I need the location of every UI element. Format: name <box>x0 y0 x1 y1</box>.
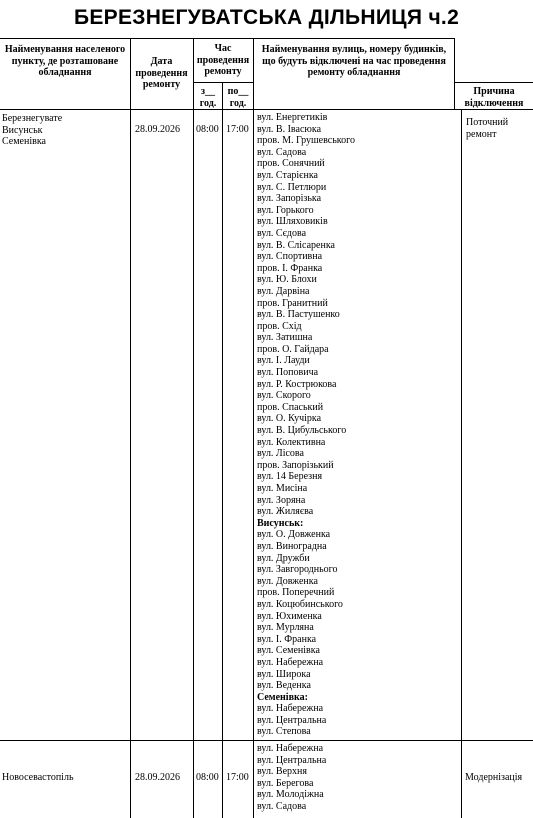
street-item: пров. М. Грушевського <box>257 135 355 147</box>
street-item: вул. Зоряна <box>257 494 306 506</box>
street-item: вул. І. Лауди <box>257 355 310 367</box>
row-1-settlements <box>2 113 128 148</box>
street-item: вул. Садова <box>257 800 307 812</box>
settlement-name: Висунськ <box>2 124 43 136</box>
table-border-top <box>0 38 454 39</box>
street-item: вул. Затишна <box>257 332 313 344</box>
street-item: вул. Сєдова <box>257 227 307 239</box>
reason-header-top <box>454 82 533 83</box>
street-item: пров. Запорізький <box>257 459 334 471</box>
street-item: вул. Широка <box>257 668 311 680</box>
street-item: вул. Завгороднього <box>257 564 338 576</box>
street-item: вул. Центральна <box>257 754 327 766</box>
time-subheader-line <box>193 82 253 83</box>
street-item: вул. С. Петлюри <box>257 181 327 193</box>
row-separator-line <box>0 740 533 741</box>
col-line-4 <box>253 38 254 818</box>
street-item: вул. 14 Березня <box>257 471 323 483</box>
street-item: вул. Семенівка <box>257 645 320 657</box>
col-line-1 <box>130 38 131 818</box>
street-item: вул. Молодіжна <box>257 789 324 801</box>
street-item: вул. Набережна <box>257 743 324 754</box>
row-1-time-from: 08:00 <box>196 124 219 135</box>
street-group-heading: Семенівка: <box>257 691 308 703</box>
street-item: вул. Довженка <box>257 575 318 587</box>
street-item: вул. І. Франка <box>257 633 317 645</box>
street-item: вул. Верхня <box>257 766 307 778</box>
street-item: вул. Поповича <box>257 367 319 379</box>
street-item: вул. Степова <box>257 726 311 738</box>
row-2-reason: Модернізація <box>465 772 523 783</box>
header-date: Дата проведення ремонту <box>135 56 188 91</box>
street-item: пров. І. Франка <box>257 262 323 274</box>
street-item: вул. Берегова <box>257 777 314 789</box>
street-item: вул. Жиляєва <box>257 506 314 518</box>
row-2-settlements <box>2 772 128 784</box>
header-time: Час проведення ремонту <box>196 43 250 78</box>
street-item: вул. Ю. Блохи <box>257 274 317 286</box>
row-1-streets <box>257 112 453 738</box>
street-item: вул. Р. Кострюкова <box>257 378 337 390</box>
street-item: вул. Дарвіна <box>257 285 310 297</box>
street-item: пров. Сонячний <box>257 158 325 170</box>
row-2-time-from: 08:00 <box>196 772 219 783</box>
header-streets: Найменування вулиць, номеру будинків, що будуть відключені на час проведення ремонту обладнання <box>261 44 447 79</box>
col-line-3 <box>222 82 223 818</box>
street-item: вул. Горького <box>257 204 314 216</box>
row-1-date: 28.09.2026 <box>135 124 180 135</box>
street-item: вул. Садова <box>257 146 307 158</box>
row-1-time-to: 17:00 <box>226 124 249 135</box>
street-item: пров. Поперечний <box>257 587 335 599</box>
street-item: пров. Схід <box>257 320 302 332</box>
header-reason: Причина відключення <box>464 86 524 109</box>
street-item: пров. Гранитний <box>257 297 328 309</box>
header-time-from: з__ год. <box>199 86 217 109</box>
street-item: вул. Шляховиків <box>257 216 328 228</box>
col-line-2 <box>193 38 194 818</box>
street-item: вул. Веденка <box>257 680 311 692</box>
street-item: вул. Старієнка <box>257 169 318 181</box>
row-2-time-to: 17:00 <box>226 772 249 783</box>
street-item: вул. В. Пастушенко <box>257 309 340 321</box>
street-item: вул. Набережна <box>257 703 324 715</box>
street-item: вул. О. Кучірка <box>257 413 322 425</box>
outage-table <box>0 38 533 818</box>
header-settlement: Найменування населеного пункту, де розташоване обладнання <box>4 44 126 79</box>
street-item: пров. О. Гайдара <box>257 343 329 355</box>
street-item: вул. Лісова <box>257 448 304 460</box>
street-item: вул. Мисіна <box>257 483 308 494</box>
street-item: вул. Запорізька <box>257 193 322 205</box>
street-item: вул. Набережна <box>257 656 324 668</box>
street-item: вул. Енергетиків <box>257 112 328 123</box>
street-item: вул. Дружби <box>257 552 310 564</box>
street-item: вул. Юхименка <box>257 610 322 622</box>
street-item: вул. В. Слісаренка <box>257 239 335 251</box>
street-item: вул. Коцюбинського <box>257 598 343 610</box>
street-item: вул. В. Цибульського <box>257 425 347 437</box>
header-time-to: по__ год. <box>227 86 249 109</box>
row-2-date: 28.09.2026 <box>135 772 180 783</box>
settlement-name: Новосевастопіль <box>2 772 74 783</box>
street-item: вул. Центральна <box>257 714 327 726</box>
row-2-streets <box>257 743 453 813</box>
street-group-heading: Висунськ: <box>257 517 304 529</box>
street-item: вул. Виноградна <box>257 540 327 552</box>
street-item: вул. Спортивна <box>257 251 323 263</box>
col-line-6 <box>461 110 462 818</box>
street-item: вул. О. Довженка <box>257 529 331 541</box>
street-item: вул. Скорого <box>257 390 311 402</box>
row-1-reason: Поточний ремонт <box>466 117 509 140</box>
street-item: вул. Мурляна <box>257 622 314 634</box>
street-item: вул. В. Івасюка <box>257 123 322 135</box>
street-item: вул. Колективна <box>257 436 326 448</box>
page-title: БЕРЕЗНЕГУВАТСЬКА ДІЛЬНИЦЯ ч.2 <box>73 6 460 29</box>
settlement-name: Семенівка <box>2 136 46 148</box>
street-item: пров. Спаський <box>257 401 324 413</box>
settlement-name: Березнегувате <box>2 113 63 124</box>
